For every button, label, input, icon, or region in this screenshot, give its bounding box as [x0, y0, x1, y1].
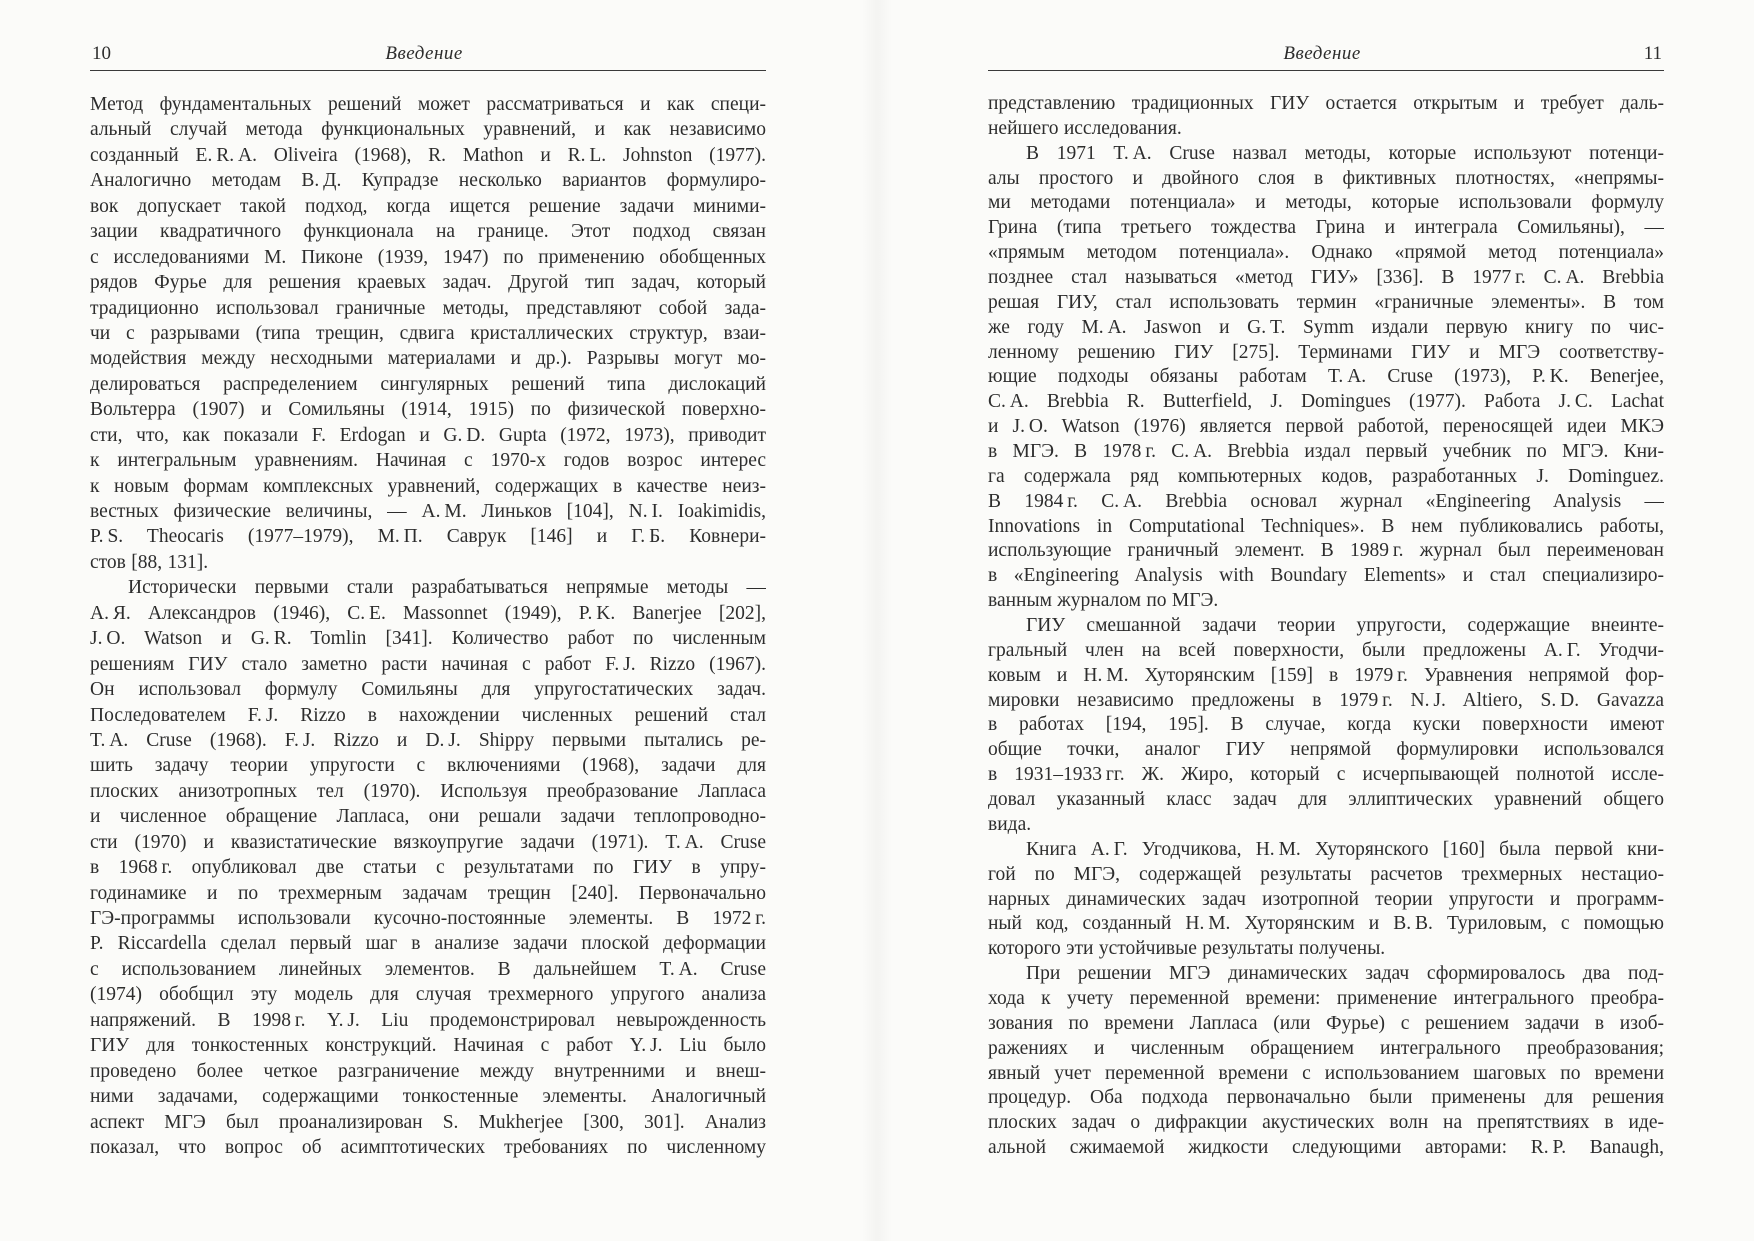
text-line: гой по МГЭ, содержащей результаты расчетов трехмерных нестацио- [988, 863, 1664, 885]
text-line: зования по времени Лапласа (или Фурье) с решением задачи в изоб- [988, 1012, 1664, 1034]
text-line: в «Engineering Analysis with Boundary Elements» и стал специализиро- [988, 565, 1664, 587]
text-line: в 1968 г. опубликовал две статьи с результатами по ГИУ в упру- [90, 857, 766, 879]
text-line: модействия между несходными материалами и др.). Разрывы могут мо- [90, 348, 766, 370]
text-line: ГИУ смешанной задачи теории упругости, содержащие внеинте- [1026, 615, 1664, 637]
text-line: ванным журналом по МГЭ. [988, 590, 1219, 612]
text-line: мировки независимо предложены в 1979 г. N. J. Altiero, S. D. Gavazza [988, 689, 1664, 711]
left-page-number: 10 [92, 43, 111, 64]
text-line: которого эти устойчивые результаты получены. [988, 938, 1386, 960]
text-line: аспект МГЭ был проанализирован S. Mukherjee [300, 301]. Анализ [90, 1111, 766, 1133]
text-line: в МГЭ. В 1978 г. C. A. Brebbia издал первый учебник по МГЭ. Кни- [988, 441, 1664, 463]
text-line: В 1984 г. C. A. Brebbia основал журнал «Engineering Analysis — [988, 490, 1664, 512]
left-page [90, 0, 766, 1241]
text-line: При решении МГЭ динамических задач сформировалось два под- [1026, 963, 1664, 985]
text-line: Последователем F. J. Rizzo в нахождении численных решений стал [90, 704, 766, 726]
text-line: с использованием линейных элементов. В дальнейшем T. A. Cruse [90, 958, 766, 980]
right-page [988, 0, 1664, 1241]
text-line: решениям ГИУ стало заметно расти начиная с работ F. J. Rizzo (1967). [90, 653, 766, 675]
text-line: P. S. Theocaris (1977–1979), М. П. Саврук [146] и Г. Б. Ковнери- [90, 526, 766, 548]
text-line: гральный член на всей поверхности, были предложены А. Г. Угодчи- [988, 639, 1664, 661]
text-line: к интегральным уравнениям. Начиная с 1970-х годов возрос интерес [90, 450, 766, 472]
text-line: ражениях и численным обращением интегрального преобразования; [988, 1037, 1664, 1059]
text-line: проведено более четкое разграничение между внутренними и внеш- [90, 1060, 766, 1082]
text-line: (1974) обобщил эту модель для случая трехмерного упругого анализа [90, 984, 766, 1006]
text-line: созданный E. R. A. Oliveira (1968), R. Mathon и R. L. Johnston (1977). [90, 144, 766, 166]
text-line: общие точки, аналог ГИУ непрямой формулировки использовался [988, 739, 1664, 761]
text-line: в работах [194, 195]. В случае, когда куски поверхности имеют [988, 714, 1664, 736]
text-line: к новым формам комплексных уравнений, содержащих в качестве неиз- [90, 475, 766, 497]
text-line: ленному решению ГИУ [275]. Терминами ГИУ и МГЭ соответству- [988, 341, 1664, 363]
text-line: с исследованиями М. Пиконе (1939, 1947) по применению обобщенных [90, 246, 766, 268]
text-line: нарных динамических задач изотропной теории упругости и программ- [988, 888, 1664, 910]
text-line: зации квадратичного функционала на границе. Этот подход связан [90, 221, 766, 243]
text-line: T. A. Cruse (1968). F. J. Rizzo и D. J. Shippy первыми пытались ре- [90, 729, 766, 751]
text-line: плоских анизотропных тел (1970). Используя преобразование Лапласа [90, 780, 766, 802]
text-line: ми методами потенциала» и методы, которые использовали формулу [988, 192, 1664, 214]
text-line: чи с разрывами (типа трещин, сдвига кристаллических структур, взаи- [90, 322, 766, 344]
right-page-number: 11 [1643, 43, 1662, 64]
text-line: Innovations in Computational Techniques». В нем публиковались работы, [988, 515, 1664, 537]
text-line: вок допускает такой подход, когда ищется решение задачи миними- [90, 195, 766, 217]
text-line: напряжений. В 1998 г. Y. J. Liu продемонстрировал невырожденность [90, 1009, 766, 1031]
text-line: Книга А. Г. Угодчикова, Н. М. Хуторянского [160] была первой кни- [1026, 838, 1664, 860]
text-line: ГЭ-программы использовали кусочно-постоянные элементы. В 1972 г. [90, 908, 766, 929]
text-line: довал указанный класс задач для эллиптических уравнений общего [988, 789, 1664, 811]
text-line: нейшего исследования. [988, 117, 1182, 139]
text-line: процедур. Оба подхода первоначально были применены для решения [988, 1087, 1664, 1109]
text-line: шить задачу теории упругости с включениями (1968), задачи для [90, 755, 766, 777]
text-line: явный учет переменной времени с использованием шаговых по времени [988, 1062, 1664, 1084]
right-running-title: Введение [1283, 43, 1361, 64]
text-line: и численное обращение Лапласа, они решали задачи теплопроводно- [90, 806, 766, 828]
text-line: «прямым методом потенциала». Однако «прямой метод потенциала» [988, 242, 1664, 264]
text-line: сти, что, как показали F. Erdogan и G. D. Gupta (1972, 1973), приводит [90, 424, 766, 446]
text-line: Грина (типа третьего тождества Грина и интеграла Сомильяны), — [988, 217, 1664, 239]
text-line: ними задачами, содержащими тонкостенные элементы. Аналогичный [90, 1086, 766, 1108]
text-line: C. A. Brebbia R. Butterfield, J. Domingues (1977). Работа J. C. Lachat [988, 391, 1664, 413]
text-line: сти (1970) и квазистатические вязкоупругие задачи (1971). T. A. Cruse [90, 831, 766, 853]
text-line: P. Riccardella сделал первый шаг в анализе задачи плоской деформации [90, 933, 766, 955]
text-line: же году M. A. Jaswon и G. T. Symm издали первую книгу по чис- [988, 316, 1664, 338]
text-line: альный случай метода функциональных уравнений, и как независимо [90, 119, 766, 141]
text-line: и J. O. Watson (1976) является первой работой, переносящей идеи МКЭ [988, 416, 1664, 438]
left-running-title: Введение [385, 43, 463, 64]
text-line: представлению традиционных ГИУ остается открытым и требует даль- [988, 93, 1664, 114]
text-line: плоских задач о дифракции акустических волн на препятствиях в иде- [988, 1112, 1664, 1134]
text-line: альной сжимаемой жидкости следующими авторами: R. P. Banaugh, [988, 1137, 1664, 1159]
text-line: Метод фундаментальных решений может рассматриваться и как специ- [90, 94, 766, 115]
left-page-header [90, 44, 766, 71]
text-line: ГИУ для тонкостенных конструкций. Начиная с работ Y. J. Liu было [90, 1035, 766, 1057]
text-line: показал, что вопрос об асимптотических требованиях по численному [90, 1136, 766, 1158]
text-line: А. Я. Александров (1946), C. E. Massonnet (1949), P. K. Banerjee [202], [90, 602, 766, 624]
left-text-block [90, 92, 766, 1160]
text-line: Исторически первыми стали разрабатываться непрямые методы — [128, 577, 766, 599]
text-line: делироваться распределением сингулярных решений типа дислокаций [90, 373, 766, 395]
text-line: Он использовал формулу Сомильяны для упругостатических задач. [90, 679, 766, 701]
text-line: Аналогично методам В. Д. Купрадзе несколько вариантов формулиро- [90, 170, 766, 192]
text-line: В 1971 T. A. Cruse назвал методы, которые используют потенци- [1026, 142, 1664, 164]
text-line: рядов Фурье для решения краевых задач. Другой тип задач, который [90, 272, 766, 294]
text-line: Вольтерра (1907) и Сомильяны (1914, 1915) по физической поверхно- [90, 399, 766, 421]
text-line: J. O. Watson и G. R. Tomlin [341]. Количество работ по численным [90, 628, 766, 650]
right-page-header [988, 44, 1664, 71]
text-line: ный код, созданный Н. М. Хуторянским и В. В. Туриловым, с помощью [988, 913, 1664, 935]
text-line: традиционно использовал граничные методы, представляют собой зада- [90, 297, 766, 319]
text-line: в 1931–1933 гг. Ж. Жиро, который с исчерпывающей полнотой иссле- [988, 764, 1664, 786]
text-line: стов [88, 131]. [90, 551, 209, 573]
text-line: алы простого и двойного слоя в фиктивных плотностях, «непрямы- [988, 167, 1664, 189]
text-line: ющие подходы обязаны работам T. A. Cruse (1973), P. K. Benerjee, [988, 366, 1664, 388]
text-line: хода к учету переменной времени: применение интегрального преобра- [988, 987, 1664, 1009]
text-line: вестных физические величины, — А. М. Линьков [104], N. I. Ioakimidis, [90, 501, 766, 522]
text-line: годинамике и по трехмерным задачам трещин [240]. Первоначально [90, 882, 766, 904]
text-line: вида. [988, 813, 1032, 835]
right-text-block [988, 92, 1664, 1161]
gutter-shadow [862, 0, 892, 1241]
text-line: га содержала ряд компьютерных кодов, разработанных J. Dominguez. [988, 465, 1664, 487]
text-line: позднее стал называться «метод ГИУ» [336]. В 1977 г. C. A. Brebbia [988, 267, 1664, 289]
text-line: ковым и Н. М. Хуторянским [159] в 1979 г. Уравнения непрямой фор- [988, 664, 1664, 686]
text-line: решая ГИУ, стал использовать термин «граничные элементы». В том [988, 291, 1664, 313]
text-line: использующие граничный элемент. В 1989 г. журнал был переименован [988, 540, 1664, 562]
